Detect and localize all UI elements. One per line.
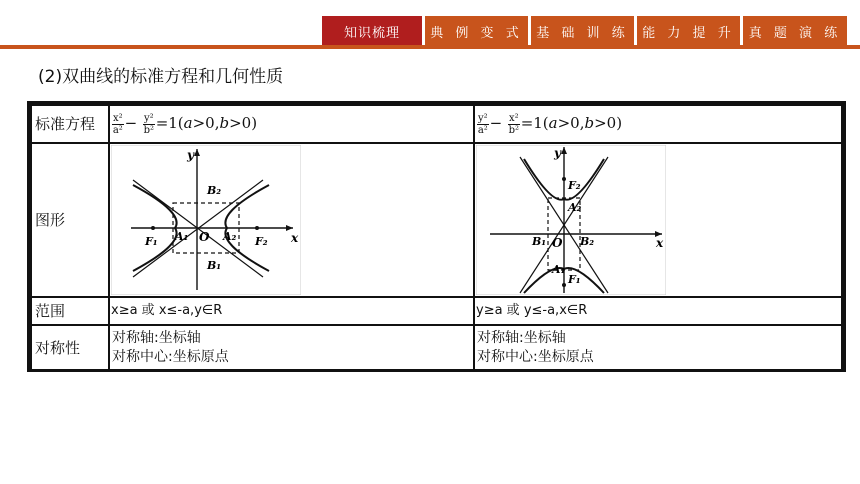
frac-num: x²: [509, 112, 519, 124]
label-x: x: [656, 236, 664, 250]
label-y: y: [187, 148, 194, 162]
hyperbola-horizontal-svg: [111, 145, 301, 295]
tab-exam-practice[interactable]: 真 题 演 练: [743, 16, 847, 46]
graph-vertical-hyperbola: [474, 143, 842, 297]
eq-tail: =1(: [520, 114, 549, 132]
eq-tail: >0): [229, 114, 258, 132]
table-row: [31, 143, 842, 297]
eq-tail: >0,: [557, 114, 585, 132]
label-a2: A₂: [568, 201, 582, 214]
var-a: a: [548, 114, 558, 132]
label-a2: A₂: [223, 230, 237, 243]
label-b1: B₁: [532, 235, 547, 248]
table-row: [31, 105, 842, 143]
tab-ability-improvement[interactable]: 能 力 提 升: [637, 16, 740, 46]
label-b1: B₁: [207, 259, 222, 272]
var-a: a: [183, 114, 193, 132]
section-title: (2)双曲线的标准方程和几何性质: [38, 67, 284, 87]
label-f1: F₁: [145, 235, 158, 248]
focus-f1: [151, 226, 155, 230]
focus-f2: [562, 177, 566, 181]
label-origin: O: [552, 236, 563, 250]
range-vertical: y≥a 或 y≤-a,x∈R: [474, 297, 842, 325]
label-y: y: [554, 146, 561, 160]
label-f1: F₁: [568, 273, 581, 286]
label-origin: O: [199, 230, 210, 244]
row-label-equation: 标准方程: [31, 105, 109, 143]
label-f2: F₂: [568, 179, 581, 192]
hyperbola-vertical-svg: [476, 145, 666, 295]
symmetry-center-text: 对称中心:坐标原点: [112, 348, 229, 365]
label-f2: F₂: [255, 235, 268, 248]
frac-den: a²: [477, 124, 488, 136]
hyperbola-table: [27, 101, 846, 372]
label-x: x: [291, 231, 299, 245]
eq-tail: >0,: [192, 114, 220, 132]
minus-sign: −: [489, 114, 503, 132]
label-a1: A₁: [175, 230, 189, 243]
tab-examples[interactable]: 典 例 变 式: [425, 16, 528, 46]
row-label-symmetry: 对称性: [31, 325, 109, 370]
label-a1: A₁: [552, 263, 566, 276]
symmetry-vertical: [474, 325, 842, 370]
frac-num: x²: [113, 112, 123, 124]
frac-den: b²: [143, 124, 155, 136]
frac-den: a²: [112, 124, 123, 136]
top-nav-tabs: [322, 16, 847, 46]
symmetry-horizontal: [109, 325, 474, 370]
table-row: [31, 325, 842, 370]
label-b2: B₂: [207, 184, 222, 197]
row-label-range: 范围: [31, 297, 109, 325]
symmetry-axis-text: 对称轴:坐标轴: [112, 329, 201, 346]
minus-sign: −: [124, 114, 138, 132]
table-row: [31, 297, 842, 325]
label-b2: B₂: [580, 235, 595, 248]
var-b: b: [584, 114, 595, 132]
tab-basic-training[interactable]: 基 础 训 练: [531, 16, 634, 46]
row-label-graph: 图形: [31, 143, 109, 297]
focus-f2: [255, 226, 259, 230]
equation-horizontal: [109, 105, 474, 143]
symmetry-center-text: 对称中心:坐标原点: [477, 348, 594, 365]
frac-num: y²: [478, 112, 488, 124]
focus-f1: [562, 283, 566, 287]
eq-tail: =1(: [155, 114, 184, 132]
frac-num: y²: [144, 112, 154, 124]
header-rule: [0, 45, 860, 49]
symmetry-axis-text: 对称轴:坐标轴: [477, 329, 566, 346]
frac-den: b²: [508, 124, 520, 136]
equation-vertical: [474, 105, 842, 143]
var-b: b: [219, 114, 230, 132]
graph-horizontal-hyperbola: [109, 143, 474, 297]
eq-tail: >0): [594, 114, 623, 132]
tab-knowledge-review[interactable]: 知识梳理: [322, 16, 422, 46]
range-horizontal: x≥a 或 x≤-a,y∈R: [109, 297, 474, 325]
